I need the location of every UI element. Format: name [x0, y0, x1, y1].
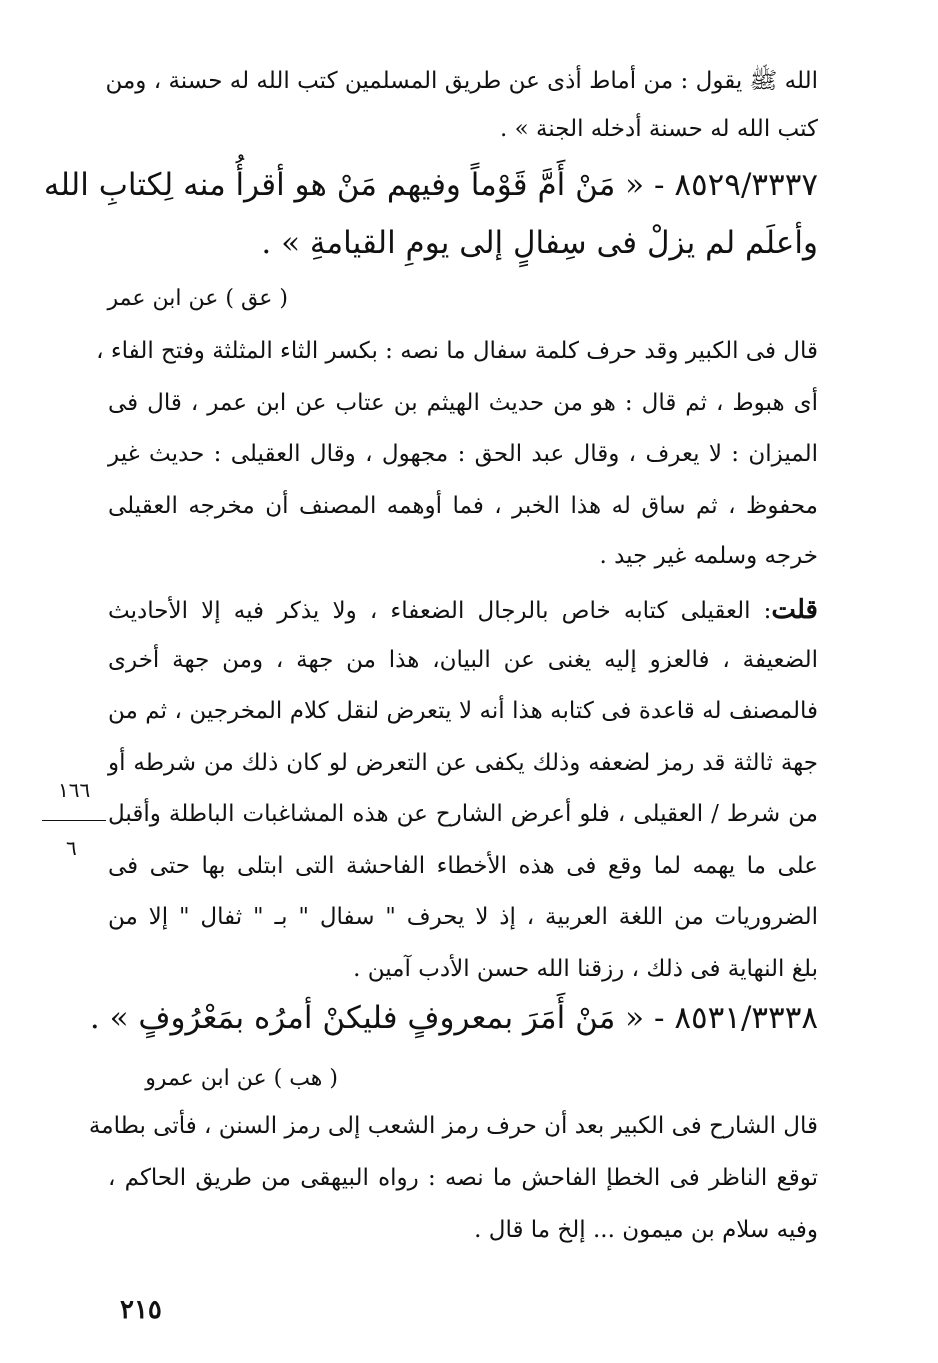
text-line: خرجه وسلمه غير جيد . [599, 543, 818, 569]
qultu-label: قلت [771, 595, 818, 625]
source-line: ( عق ) عن ابن عمر [107, 286, 288, 311]
text-line: الضروريات من اللغة العربية ، إذ لا يحرف " سفال " بـ " ثفال " إلا من [108, 904, 818, 930]
hadith-heading: وأعلَم لم يزلْ فى سِفالٍ إلى يومِ القيامةِ » . [261, 225, 818, 261]
hadith-heading: ٨٥٣١/٣٣٣٨ - « مَنْ أَمَرَ بمعروفٍ فليكنْ أمرُه بمَعْرُوفٍ » . [89, 1000, 818, 1036]
text-line: الله ﷺ يقول : من أماط أذى عن طريق المسلمين كتب الله له حسنة ، ومن [105, 68, 818, 94]
text-line: توقع الناظر فى الخطإ الفاحش ما نصه : رواه البيهقى من طريق الحاكم ، [108, 1165, 818, 1191]
text-line: قال الشارح فى الكبير بعد أن حرف رمز الشعب إلى رمز السنن ، فأتى بطامة [88, 1113, 818, 1139]
text-line: محفوظ ، ثم ساق له هذا الخبر ، فما أوهمه المصنف أن مخرجه العقيلى [108, 493, 818, 519]
text-line: بلغ النهاية فى ذلك ، رزقنا الله حسن الأدب آمين . [353, 956, 818, 982]
margin-note-bottom: ٦ [66, 836, 77, 860]
text-line: الضعيفة ، فالعزو إليه يغنى عن البيان، هذا من جهة ، ومن جهة أخرى [108, 647, 818, 673]
text-line [108, 597, 818, 623]
text-line: قال فى الكبير وقد حرف كلمة سفال ما نصه : بكسر الثاء المثلثة وفتح الفاء ، [96, 338, 818, 364]
margin-note-top: ١٦٦ [58, 778, 91, 802]
text-line: على ما يهمه لما وقع فى هذه الأخطاء الفاحشة التى ابتلى بها حتى فى [108, 853, 818, 879]
text-line: جهة ثالثة قد رمز لضعفه وذلك يكفى عن التعرض لو كان ذلك من شرطه أو [108, 750, 818, 776]
margin-note-rule [42, 820, 106, 821]
text-line: من شرط / العقيلى ، فلو أعرض الشارح عن هذه المشاغبات الباطلة وأقبل [108, 801, 818, 827]
text-span: : العقيلى كتابه خاص بالرجال الضعفاء ، ولا يذكر فيه إلا الأحاديث [108, 598, 772, 624]
text-line: الميزان : لا يعرف ، وقال عبد الحق : مجهول ، وقال العقيلى : حديث غير [108, 441, 818, 467]
text-line: أى هبوط ، ثم قال : هو من حديث الهيثم بن عتاب عن ابن عمر ، قال فى [108, 390, 818, 416]
text-line: وفيه سلام بن ميمون ... إلخ ما قال . [474, 1217, 818, 1243]
page-number: ٢١٥ [120, 1295, 162, 1325]
hadith-heading: ٨٥٢٩/٣٣٣٧ - « مَنْ أَمَّ قَوْماً وفيهم مَنْ هو أقرأُ منه لِكتابِ الله [43, 167, 818, 203]
source-line: ( هب ) عن ابن عمرو [145, 1066, 338, 1091]
text-line: فالمصنف له قاعدة فى كتابه هذا أنه لا يتعرض لنقل كلام المخرجين ، ثم من [108, 698, 818, 724]
text-line: كتب الله له حسنة أدخله الجنة » . [499, 116, 818, 142]
